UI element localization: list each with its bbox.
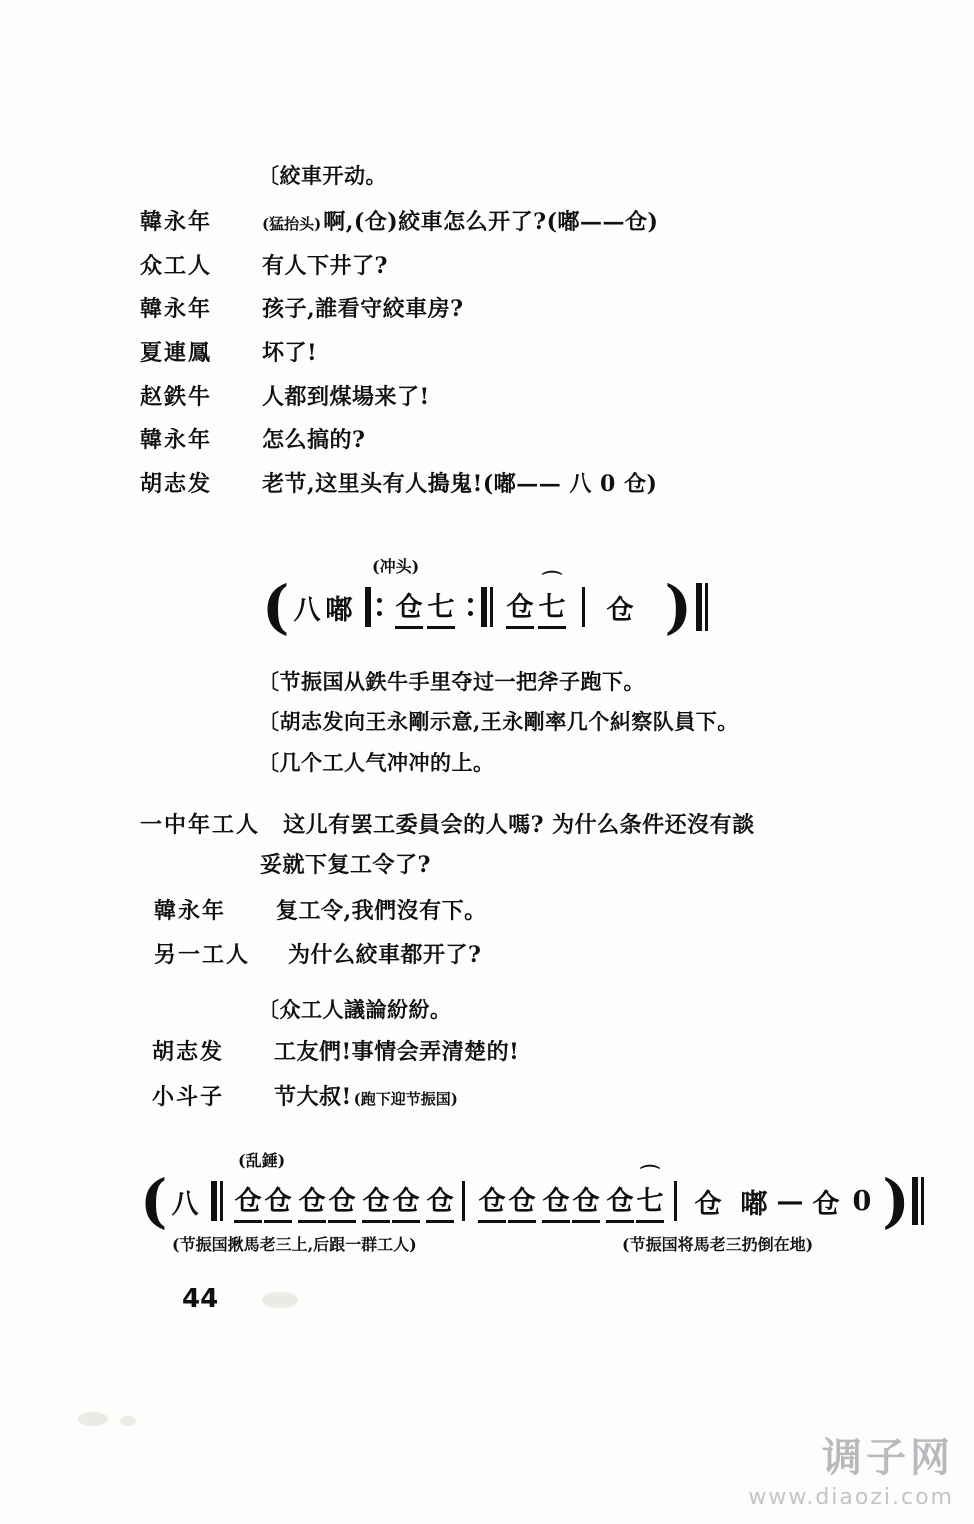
notation-glyph: 仓	[392, 1179, 420, 1223]
dialogue-block-1	[140, 205, 960, 511]
speaker-name: 韓永年	[140, 209, 213, 235]
stage-direction: 〔几个工人气冲冲的上。	[258, 749, 495, 775]
speaker-name: 胡志发	[140, 471, 213, 498]
notation-glyph: 仓	[606, 1179, 634, 1223]
speech-text: 坏了!	[262, 340, 318, 367]
speaker-name: 夏連鳳	[140, 340, 213, 367]
stage-direction-group-mid	[258, 668, 739, 777]
speech-text: 孩子,誰看守絞車房?	[262, 296, 464, 323]
percussion-notation-2	[140, 1148, 940, 1238]
notation-footnote-right: (节振国将馬老三扔倒在地)	[622, 1235, 814, 1254]
dialogue-line	[140, 938, 970, 971]
stage-note-inline: (跑下迎节振国)	[353, 1089, 458, 1108]
notation-close-paren: )	[664, 573, 692, 641]
barline	[211, 1181, 217, 1221]
dialogue-line	[140, 249, 960, 282]
page-number: 44	[182, 1284, 219, 1314]
notation-glyph: 七	[427, 585, 455, 629]
barline	[582, 587, 585, 627]
dialogue-line	[140, 808, 970, 880]
stage-direction: 〔胡志发向王永剛示意,王永剛率几个糾察队員下。	[258, 709, 739, 735]
notation-glyph: 仓	[298, 1179, 326, 1223]
dialogue-block-2	[140, 808, 970, 982]
notation-glyph: —	[776, 1185, 805, 1217]
notation-glyph: 仓	[694, 1188, 723, 1220]
dialogue-line	[140, 336, 960, 369]
speaker-name: 赵鉄牛	[140, 383, 213, 410]
notation-glyph: 仓	[606, 594, 635, 626]
notation-glyph: 0	[852, 1185, 873, 1217]
watermark-title: 调子网	[822, 1435, 954, 1481]
notation-glyph: 仓	[572, 1179, 600, 1223]
speaker-name: 胡志发	[152, 1039, 225, 1065]
notation-glyph: ⌒ 七	[636, 1179, 664, 1223]
dialogue-line	[140, 467, 960, 500]
notation-label: (冲头)	[372, 557, 420, 576]
speaker-name: 小斗子	[152, 1083, 225, 1110]
notation-open-paren: (	[140, 1167, 168, 1235]
speaker-name: 众工人	[140, 252, 213, 279]
notation-glyph: 仓	[478, 1179, 506, 1223]
dialogue-line	[140, 380, 960, 413]
stage-note-inline: (猛抬头)	[262, 215, 322, 233]
barline	[696, 583, 702, 631]
speech-text-continued: 妥就下复工令了?	[260, 851, 431, 878]
dialogue-line	[140, 205, 960, 238]
repeat-dots	[376, 587, 385, 627]
dialogue-line	[140, 292, 960, 325]
notation-glyph: ⌒ 七	[538, 585, 566, 629]
speaker-name: 韓永年	[140, 427, 213, 454]
percussion-notation-1	[262, 556, 712, 641]
speech-text: 怎么搞的?	[262, 427, 366, 454]
notation-glyph: 仓	[328, 1179, 356, 1223]
speaker-name: 韓永年	[140, 296, 213, 323]
notation-glyph: 嘟	[325, 594, 354, 626]
notation-open-paren: (	[262, 573, 290, 641]
watermark	[748, 1426, 954, 1510]
notation-label: (乱錘)	[238, 1151, 286, 1170]
speech-text: 节大叔!	[274, 1083, 352, 1110]
speaker-name: 一中年工人	[140, 812, 261, 838]
dialogue-line	[152, 1035, 974, 1068]
barline	[481, 587, 487, 627]
barline	[220, 1181, 223, 1221]
stage-direction-top: 〔絞車开动。	[258, 163, 387, 188]
notation-glyph: 仓	[395, 585, 423, 629]
speech-text: 为什么絞車都开了?	[288, 942, 482, 969]
paper-smudge	[120, 1416, 136, 1426]
barline	[674, 1181, 677, 1221]
dialogue-line	[140, 423, 960, 456]
notation-glyph: 仓	[426, 1179, 454, 1223]
notation-glyph: 仓	[506, 585, 534, 629]
dialogue-line	[152, 1080, 974, 1113]
speech-text: 人都到煤場来了!	[262, 383, 430, 410]
speech-text: 工友們!事情会弄清楚的!	[274, 1039, 520, 1065]
speech-text: 有人下井了?	[262, 252, 388, 279]
speech-text: 啊,(仓)絞車怎么开了?(嘟——仓)	[323, 209, 659, 235]
barline	[912, 1177, 918, 1225]
notation-glyph: 仓	[508, 1179, 536, 1223]
notation-glyph: 仓	[542, 1179, 570, 1223]
speaker-name: 另一工人	[154, 942, 251, 969]
notation-glyph: 仓	[812, 1188, 841, 1220]
dialogue-line	[140, 894, 970, 927]
barline	[462, 1181, 465, 1221]
watermark-url: www.diaozi.com	[748, 1485, 954, 1510]
barline	[365, 587, 371, 627]
notation-glyph: 仓	[264, 1179, 292, 1223]
notation-glyph: 仓	[234, 1179, 262, 1223]
notation-glyph: 仓	[362, 1179, 390, 1223]
paper-smudge	[78, 1412, 108, 1426]
notation-glyph: 八	[293, 594, 322, 626]
speech-text: 老节,这里头有人搗鬼!(嘟—— 八 0 仓)	[262, 471, 658, 498]
notation-close-paren: )	[882, 1167, 910, 1235]
speaker-name: 韓永年	[154, 898, 227, 925]
barline	[490, 587, 493, 627]
stage-direction-mid2: 〔众工人議論紛紛。	[258, 997, 452, 1022]
speech-text: 复工令,我們沒有下。	[276, 898, 487, 925]
barline	[921, 1177, 924, 1225]
paper-smudge	[262, 1292, 298, 1308]
repeat-dots	[467, 587, 476, 627]
barline	[705, 583, 708, 631]
notation-glyph: 嘟	[740, 1188, 769, 1220]
stage-direction: 〔节振国从鉄牛手里夺过一把斧子跑下。	[258, 669, 645, 694]
dialogue-block-3	[152, 1035, 974, 1123]
notation-glyph: 八	[171, 1188, 200, 1220]
notation-footnote-left: (节振国揪馬老三上,后跟一群工人)	[172, 1235, 417, 1254]
speech-text: 这儿有罢工委員会的人嗎? 为什么条件还沒有談	[283, 812, 755, 838]
